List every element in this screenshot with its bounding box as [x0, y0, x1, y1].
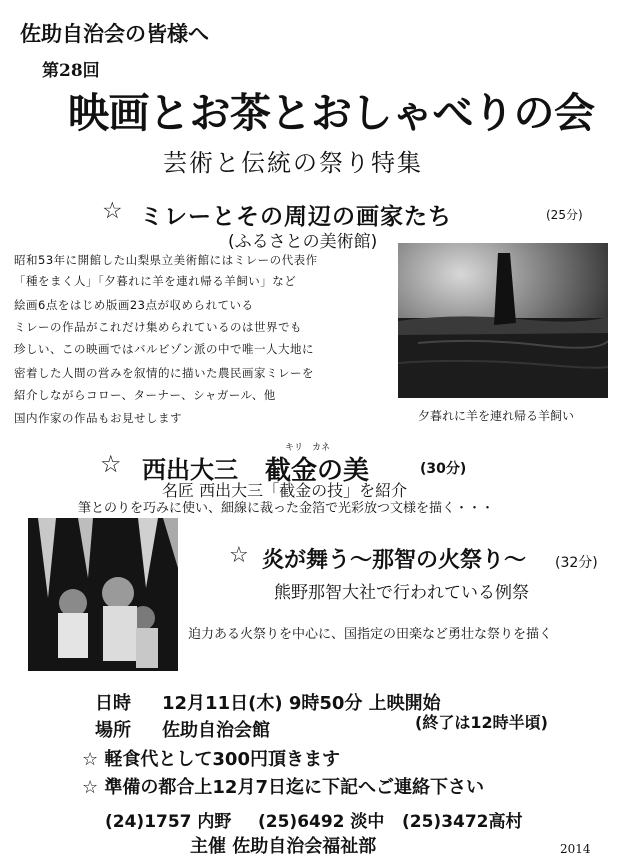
section1-body-line: 昭和53年に開館した山梨県立美術館にはミレーの代表作 [14, 253, 318, 267]
section3-star: ☆ [229, 543, 249, 568]
rsvp-note: ☆ 準備の都合上12月7日迄に下記へご連絡下さい [82, 777, 484, 798]
section3-body: 迫力ある火祭りを中心に、国指定の田楽など勇壮な祭りを描く [188, 627, 553, 642]
section2-title: 截金の美 [265, 456, 370, 486]
section1-subtitle: (ふるさとの美術館) [228, 232, 378, 252]
greeting: 佐助自治会の皆様へ [20, 22, 209, 46]
section2-body: 筆とのりを巧みに使い、細線に裁った金箔で光彩放つ文様を描く・・・ [78, 501, 495, 516]
date-value: 12月11日(木) 9時50分 上映開始 [162, 693, 441, 714]
main-subtitle: 芸術と伝統の祭り特集 [163, 149, 423, 177]
section3-title: 炎が舞う～那智の火祭り～ [262, 548, 527, 573]
contact-takamura: (25)3472高村 [402, 812, 523, 832]
fee-note: ☆ 軽食代として300円頂きます [82, 749, 340, 770]
section1-body-line: 国内作家の作品もお見せします [14, 411, 182, 425]
section1-star: ☆ [102, 198, 123, 224]
year: 2014 [560, 842, 591, 856]
place-label: 場所 [95, 720, 131, 741]
main-title: 映画とお茶とおしゃべりの会 [68, 89, 595, 137]
section3-duration: (32分) [555, 555, 598, 571]
contact-uchino: (24)1757 内野 [105, 812, 232, 832]
section2-author: 西出大三 [142, 456, 238, 484]
millet-painting-caption: 夕暮れに羊を連れ帰る羊飼い [418, 409, 575, 423]
section2-subtitle: 名匠 西出大三「截金の技」を紹介 [162, 481, 408, 500]
section1-body-line: 「種をまく人」「夕暮れに羊を連れ帰る羊飼い」など [14, 274, 297, 288]
section1-title: ミレーとその周辺の画家たち [140, 204, 452, 230]
section1-body-line: 密着した人間の営みを叙情的に描いた農民画家ミレーを [14, 366, 314, 380]
place-value: 佐助自治会館 [162, 720, 270, 741]
section2-ruby: キリ カネ [285, 443, 331, 453]
date-label: 日時 [95, 693, 131, 714]
issue-number: 第28回 [42, 61, 100, 81]
organizer: 主催 佐助自治会福祉部 [190, 836, 377, 857]
section1-body-line: 紹介しながらコロー、ターナー、シャガール、他 [14, 388, 276, 402]
section1-body-line: 珍しい、この映画ではバルビゾン派の中で唯一人大地に [14, 342, 314, 356]
section1-body-line: 絵画6点をはじめ版画23点が収められている [14, 298, 254, 312]
section1-duration: (25分) [546, 208, 583, 222]
section2-duration: (30分) [420, 461, 467, 477]
section2-star: ☆ [100, 450, 122, 478]
end-time-note: (終了は12時半頃) [415, 713, 548, 732]
section1-body-line: ミレーの作品がこれだけ集められているのは世界でも [14, 320, 302, 334]
fire-festival-image [28, 518, 178, 671]
section3-subtitle: 熊野那智大社で行われている例祭 [274, 583, 529, 603]
millet-painting-image [398, 243, 608, 398]
contact-tannaka: (25)6492 淡中 [258, 812, 385, 832]
